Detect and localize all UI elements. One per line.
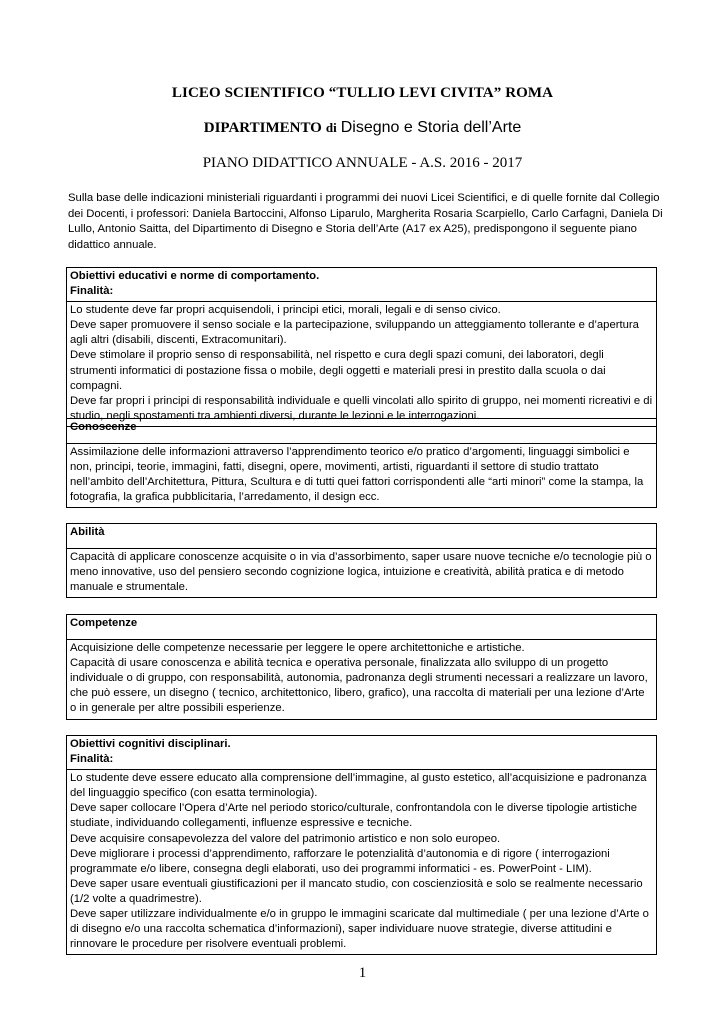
paragraph: Capacità di applicare conoscenze acquisite o in via d’assorbimento, saper usare nuove tecniche e/o tecnologie più o meno innovative, uso del pensiero secondo cognizione logica, intuizione e creatività, abilità pratica e di metodo manuale e strumentale. xyxy=(70,551,652,594)
paragraph: Capacità di usare conoscenza e abilità tecnica e operativa personale, finalizzata allo sviluppo di un progetto individuale o di gruppo, con responsabilità, autonomia, padronanza degli strumenti necessari a realizzare un lavoro, che può essere, un disegno ( tecnico, architettonico, libero, grafico), una raccolta di materiali per una lezione d’Arte o in generale per altre possibili esperienze. xyxy=(70,657,648,715)
plan-title: PIANO DIDATTICO ANNUALE - A.S. 2016 - 2017 xyxy=(202,155,523,171)
section-body xyxy=(67,640,656,718)
section-knowledge xyxy=(66,418,657,508)
section-header xyxy=(67,268,656,302)
section-cognitive-objectives xyxy=(66,735,657,955)
paragraph: Deve migliorare i processi d’apprendimento, rafforzare le potenzialità d’autonomia e di rigore ( interrogazioni programmate e/o libere, consegna degli elaborati, uso dei programmi informatici - es. PowerPoint - LIM). xyxy=(70,847,610,875)
department-di: di xyxy=(325,120,337,135)
school-title: LICEO SCIENTIFICO “TULLIO LEVI CIVITA” ROMA xyxy=(171,85,554,101)
section-body xyxy=(67,302,656,426)
section-header xyxy=(67,524,656,549)
section-educational-objectives xyxy=(66,267,657,427)
section-title: Abilità xyxy=(70,526,105,538)
department-prefix: DIPARTIMENTO xyxy=(203,120,322,136)
paragraph: Deve saper utilizzare individualmente e/o in gruppo le immagini scaricate dal multimediale ( per una lezione d’Arte o di disegno e/o una raccolta schematica d’informazioni), saper individuare nuove strategie, diverse attitudini e rinnovare le procedure per risolvere eventuali problemi. xyxy=(70,908,649,951)
section-header xyxy=(67,615,656,640)
section-body xyxy=(67,770,656,954)
section-body xyxy=(67,549,656,597)
paragraph: Deve saper promuovere il senso sociale e la partecipazione, sviluppando un atteggiamento tollerante e d’apertura agli altri (disabili, discenti, Extracomunitari). xyxy=(70,319,639,347)
paragraph: Deve acquisire consapevolezza del valore del patrimonio artistico e non solo europeo. xyxy=(70,832,501,845)
section-body xyxy=(67,444,656,507)
section-competences xyxy=(66,614,657,720)
paragraph: Deve saper collocare l’Opera d’Arte nel periodo storico/culturale, confrontandola con le diverse tipologie artistiche studiate, individuando collegamenti, influenze espressive e tecniche. xyxy=(70,802,638,830)
section-skills xyxy=(66,523,657,598)
section-header xyxy=(67,736,656,770)
intro-paragraph: Sulla base delle indicazioni ministeriali riguardanti i programmi dei nuovi Licei Scientifici, e di quelle fornite dal Collegio dei Docenti, i professori: Daniela Bartoccini, Alfonso Liparulo, Margherita Rosaria Scarpiello, Carlo Carfagni, Daniela Di Lullo, Antonio Saitta, del Dipartimento di Disegno e Storia dell’Arte (A17 ex A25), predispongono il seguente piano didattico annuale. xyxy=(68,192,663,251)
section-subtitle: Finalità: xyxy=(70,753,114,766)
section-title: Obiettivi cognitivi disciplinari. xyxy=(70,738,231,750)
paragraph: Lo studente deve far propri acquisendoli, i principi etici, morali, legali e di senso civico. xyxy=(70,304,501,317)
department-title xyxy=(0,119,725,137)
department-name: Disegno e Storia dell’Arte xyxy=(340,119,522,136)
section-title: Conoscenze xyxy=(70,421,137,433)
paragraph: Lo studente deve essere educato alla comprensione dell’immagine, al gusto estetico, all’acquisizione e padronanza del linguaggio specifico (con esatta terminologia). xyxy=(70,772,647,800)
paragraph: Assimilazione delle informazioni attraverso l’apprendimento teorico e/o pratico d’argomenti, linguaggi simbolici e non, principi, teorie, immagini, fatti, disegni, opere, movimenti, artisti, riguardanti il settore di studio trattato nell’ambito dell’Architettura, Pittura, Scultura e di tutti quei fattori corrispondenti alle “arti minori” come la stampa, la fotografia, la grafica pubblicitaria, l’arredamento, il design ecc. xyxy=(70,446,644,504)
paragraph: Acquisizione delle competenze necessarie per leggere le opere architettoniche e artistiche. xyxy=(70,642,525,655)
paragraph: Deve saper usare eventuali giustificazioni per il mancato studio, con coscienziosità e solo se realmente necessario (1/2 volte a quadrimestre). xyxy=(70,877,643,905)
section-subtitle: Finalità: xyxy=(70,285,114,298)
page-number: 1 xyxy=(358,965,367,981)
section-header xyxy=(67,419,656,444)
paragraph: Deve far propri i principi di responsabilità individuale e quelli vincolati allo spirito di gruppo, nei momenti ricreativi e di studio, negli spostamenti tra ambienti diversi, durante le lezioni e le interrogazioni. xyxy=(70,394,653,422)
paragraph: Deve stimolare il proprio senso di responsabilità, nel rispetto e cura degli spazi comuni, dei laboratori, degli strumenti informatici di postazione fissa o mobile, degli oggetti e materiali presi in prestito dalla scuola o dai compagni. xyxy=(70,349,606,392)
section-title: Obiettivi educativi e norme di comportamento. xyxy=(70,270,320,282)
section-title: Competenze xyxy=(70,617,138,629)
